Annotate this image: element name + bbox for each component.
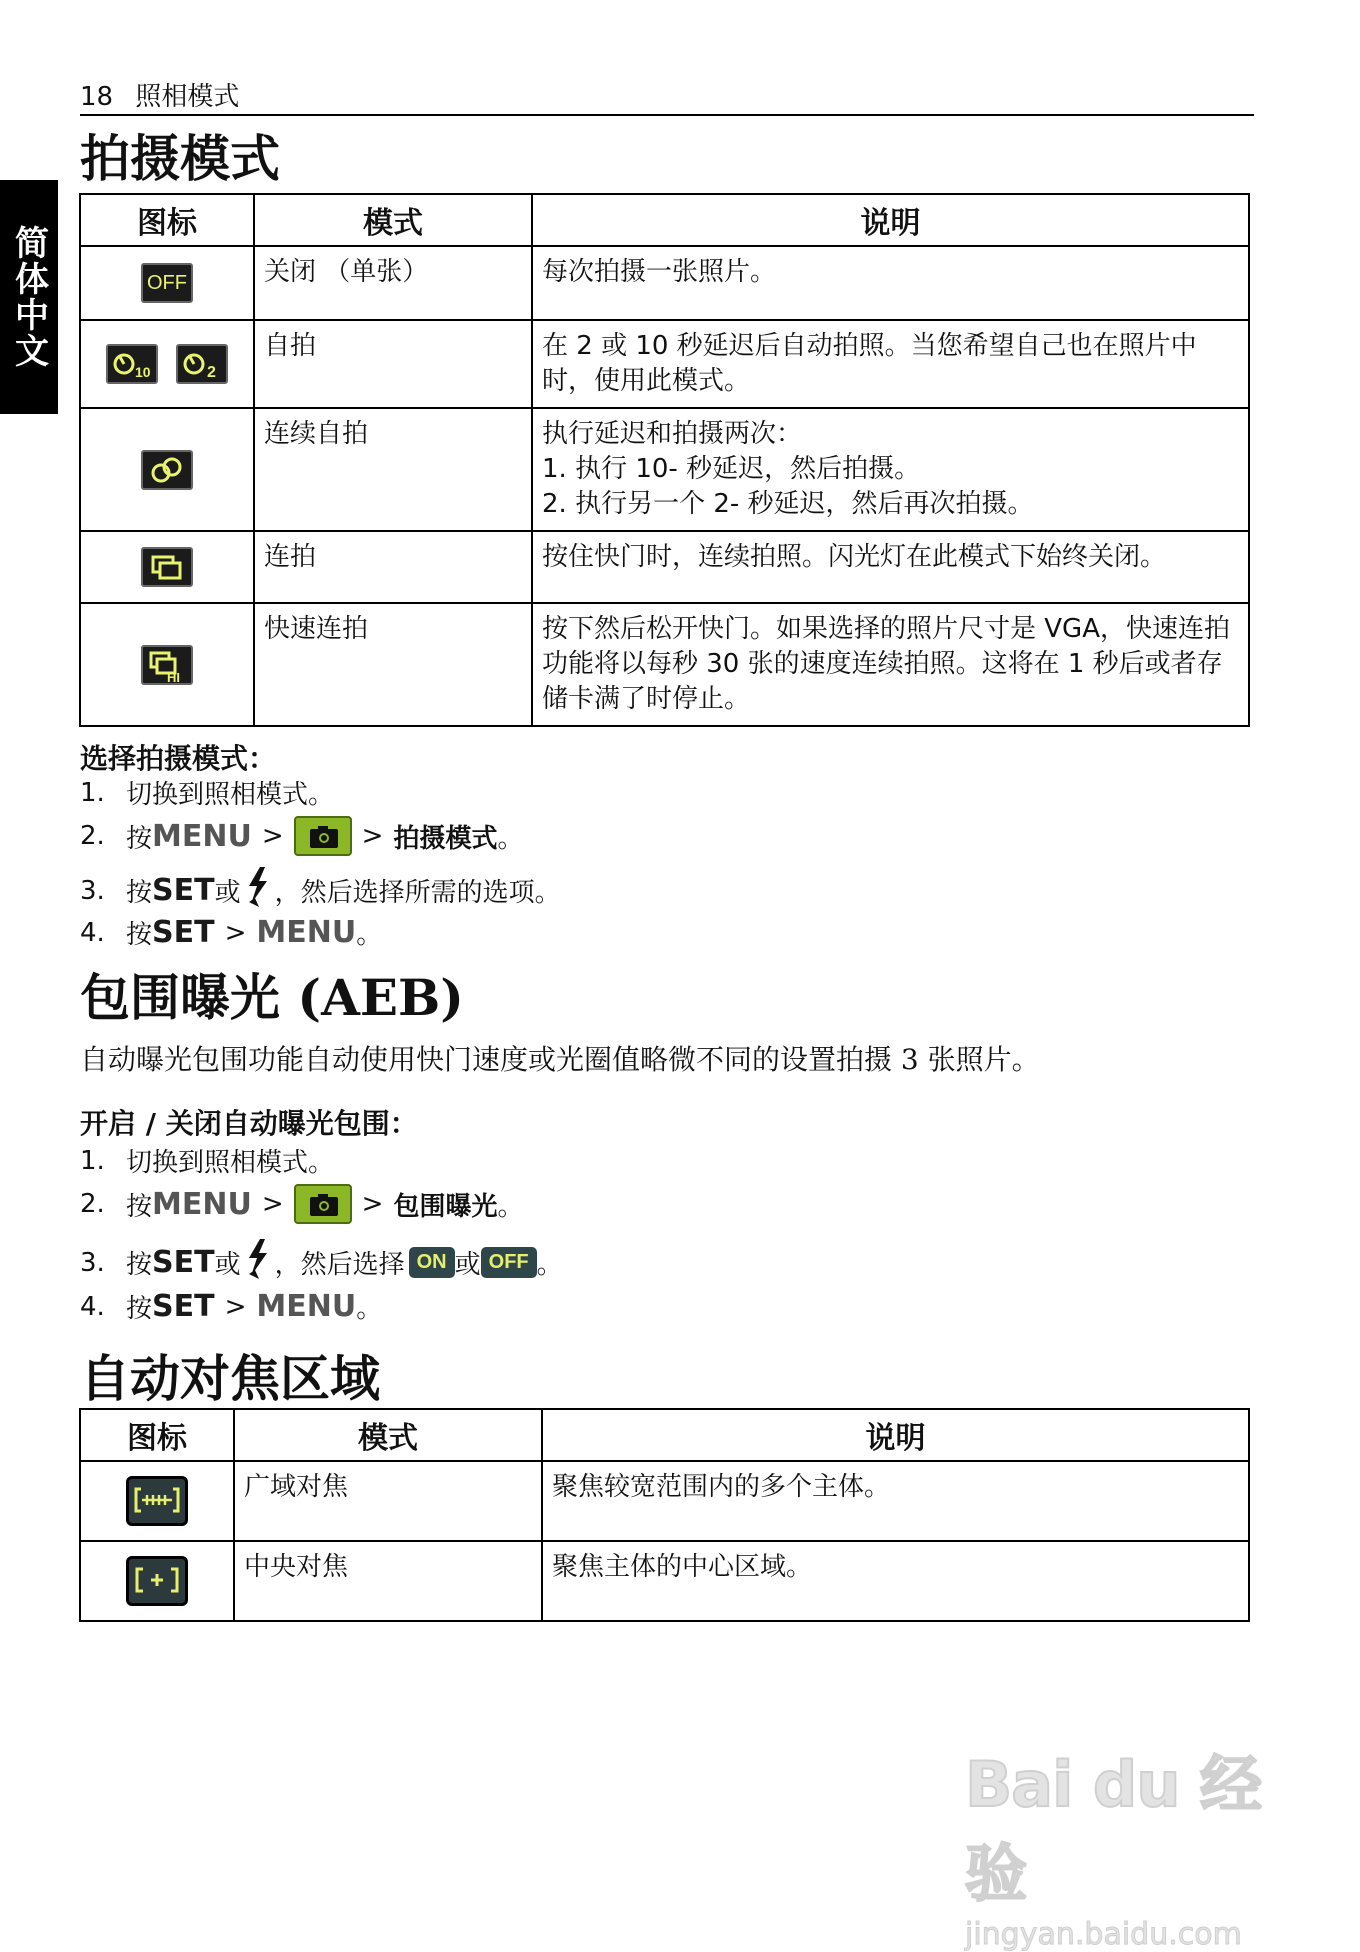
icon-cell [80,408,254,531]
step-number: 4. [80,917,105,948]
menu-key: MENU [152,1186,252,1222]
off-icon: OFF [481,1247,537,1278]
step-1 [80,774,334,811]
desc-line: 执行延迟和拍摄两次： [542,419,803,449]
svg-text:10: 10 [134,364,151,380]
col-mode: 模式 [254,194,532,246]
svg-text:2: 2 [207,364,217,381]
step-text: 按 [126,878,153,908]
svg-text:HI: HI [167,669,180,685]
step-3 [80,866,561,915]
step-4 [80,914,382,951]
desc-cell: 每次拍摄一张照片。 [532,246,1249,320]
desc-cell: 聚焦较宽范围内的多个主体。 [542,1461,1249,1541]
page-number: 18 [80,82,114,112]
off-icon: OFF [141,263,193,303]
shoot-mode-table [79,193,1250,727]
step-number: 2. [80,1189,105,1219]
col-desc: 说明 [542,1409,1249,1461]
step-2 [80,816,523,856]
icon-cell [80,1541,234,1621]
mode-cell: 中央对焦 [234,1541,542,1621]
menu-key: MENU [256,915,357,950]
period: 。 [356,1294,383,1324]
col-desc: 说明 [532,194,1249,246]
step-text: 按 [126,1250,153,1280]
period: 。 [497,1191,524,1222]
step-number: 4. [80,1291,105,1322]
watermark [965,1735,1295,1952]
mode-cell: 关闭 （单张） [254,246,532,320]
select-mode-subtitle: 选择拍摄模式： [80,742,277,775]
step-4 [80,1288,382,1325]
af-area-title: 自动对焦区域 [80,1350,380,1408]
icon-cell [80,1461,234,1541]
aeb-subtitle: 开启 / 关闭自动曝光包围： [80,1107,418,1140]
table-header-row [80,194,1249,246]
center-focus-icon [126,1556,188,1606]
table-header-row [80,1409,1249,1461]
menu-target: 拍摄模式 [393,823,498,854]
step-number: 1. [80,1145,105,1176]
menu-target: 包围曝光 [393,1191,498,1222]
menu-key: MENU [152,818,252,854]
table-row [80,408,1249,531]
table-row [80,246,1249,320]
step-text: 或 [214,878,241,908]
arrow: > [361,1189,384,1219]
continuous-icon [141,547,193,587]
mode-cell: 连续自拍 [254,408,532,531]
icon-cell [80,246,254,320]
arrow: > [361,821,384,851]
wide-focus-icon [126,1476,188,1526]
watermark-logo: Bai du 经验 [965,1748,1262,1910]
set-key: SET [152,915,215,950]
fast-continuous-icon [141,645,193,685]
watermark-site: jingyan.baidu.com [965,1917,1242,1952]
step-3 [80,1238,563,1287]
mode-cell: 自拍 [254,320,532,408]
af-area-table [79,1408,1250,1622]
mode-cell: 快速连拍 [254,603,532,726]
paragraph-text: 自动曝光包围功能自动使用快门速度或光圈值略微不同的设置拍摄 [80,1043,893,1076]
arrow: > [224,917,247,948]
step-text: ，然后选择 [274,1250,405,1280]
desc-line: 2. 执行另一个 2- 秒延迟，然后再次拍摄。 [542,489,1034,519]
step-text: 切换到照相模式。 [126,1148,335,1178]
page-header [80,76,1254,116]
self-timer-2-icon [176,344,228,384]
step-text: 按 [126,920,153,950]
icon-cell [80,320,254,408]
arrow: > [261,821,284,851]
double-self-timer-icon [141,450,193,490]
period: 。 [536,1250,563,1280]
camera-icon [294,816,352,856]
self-timer-10-icon [106,344,158,384]
step-number: 3. [80,875,105,906]
period: 。 [497,823,524,854]
col-icon: 图标 [80,194,254,246]
desc-cell: 按下然后松开快门。如果选择的照片尺寸是 VGA，快速连拍功能将以每秒 30 张的速度连续拍照。这将在 1 秒后或者存储卡满了时停止。 [532,603,1249,726]
table-row [80,531,1249,603]
desc-line: 1. 执行 10- 秒延迟，然后拍摄。 [542,454,921,484]
flash-icon [245,866,271,915]
step-number: 2. [80,821,105,851]
paragraph-number: 3 [900,1043,919,1076]
col-icon: 图标 [80,1409,234,1461]
paragraph-text: 张照片。 [927,1043,1040,1076]
camera-icon [294,1184,352,1224]
step-1 [80,1142,334,1179]
icon-cell [80,531,254,603]
col-mode: 模式 [234,1409,542,1461]
desc-cell [532,408,1249,531]
step-number: 1. [80,777,105,808]
step-text: 或 [214,1250,241,1280]
step-text: 或 [454,1250,481,1280]
table-row [80,603,1249,726]
aeb-title: 包围曝光 (AEB) [80,968,464,1027]
step-text: 按 [126,823,153,854]
set-key: SET [152,873,215,908]
step-text: 按 [126,1294,153,1324]
flash-icon [245,1238,271,1287]
step-2 [80,1184,523,1224]
table-row [80,1541,1249,1621]
desc-cell: 按住快门时，连续拍照。闪光灯在此模式下始终关闭。 [532,531,1249,603]
set-key: SET [152,1289,215,1324]
mode-cell: 广域对焦 [234,1461,542,1541]
step-number: 3. [80,1247,105,1278]
table-row [80,320,1249,408]
icon-cell [80,603,254,726]
desc-cell: 在 2 或 10 秒延迟后自动拍照。当您希望自己也在照片中时，使用此模式。 [532,320,1249,408]
table-row [80,1461,1249,1541]
period: 。 [356,920,383,950]
header-section: 照相模式 [135,82,240,112]
desc-cell: 聚焦主体的中心区域。 [542,1541,1249,1621]
on-icon: ON [409,1247,455,1278]
language-tab: 简体中文 [0,180,58,414]
mode-cell: 连拍 [254,531,532,603]
arrow: > [261,1189,284,1219]
step-text: 按 [126,1191,153,1222]
menu-key: MENU [256,1289,357,1324]
shoot-mode-title: 拍摄模式 [80,130,280,188]
aeb-paragraph [80,1038,1040,1078]
set-key: SET [152,1245,215,1280]
arrow: > [224,1291,247,1322]
step-text: 切换到照相模式。 [126,780,335,810]
step-text: ，然后选择所需的选项。 [274,878,561,908]
